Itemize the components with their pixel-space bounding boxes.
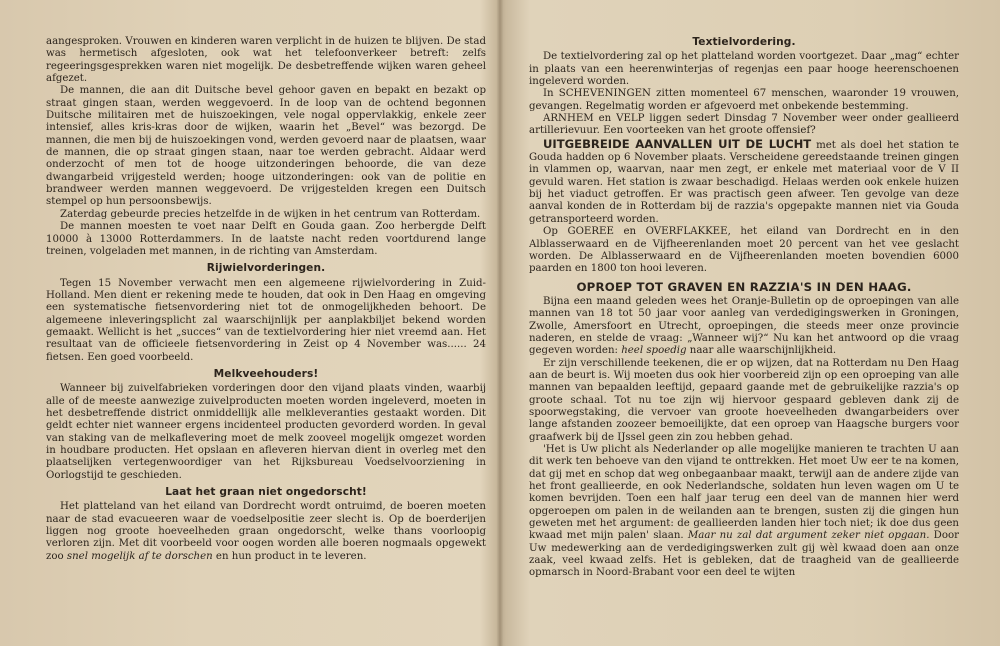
paragraph-teekenen: Er zijn verschillende teekenen, die er op wijzen, dat na Rotterdam nu Den Haag aan de beurt is. Wij moeten dus ook hier voorbereid zijn op een oproeping van alle mannen van bepaalden leeftijd, gepaard gaande met de gebruikelijke razzia's op groote schaal. Tot nu toe zijn wij hiervoor gespaard gebleven dank zij de spoorwegstaking, die vervoer van groote hoeveelheden dwangarbeiders over lange afstanden zoozeer bemoeilijkte, dat een oproep van Haagsche burgers voor graafwerk bij de IJssel geen zin zou hebben gehad.	[529, 357, 959, 443]
heading-oproep: OPROEP TOT GRAVEN EN RAZZIA'S IN DEN HAAG.	[576, 279, 912, 294]
right-page	[529, 36, 959, 634]
page-fold	[497, 0, 503, 646]
plicht-emphasis: Maar nu zal dat argument zeker niet opgaan.	[687, 530, 930, 542]
paragraph-plicht	[529, 444, 959, 580]
heading-melkveehouders: Melkveehouders!	[213, 367, 319, 380]
aanvallen-heading: UITGEBREIDE AANVALLEN UIT DE LUCHT	[543, 136, 812, 151]
heading-graan: Laat het graan niet ongedorscht!	[165, 486, 367, 499]
paragraph-huizen: aangesproken. Vrouwen en kinderen waren verplicht in de huizen te blijven. De stad was hermetisch afgesloten, ook wat het telefoonverkeer betreft: zelfs regeeringsgesprekken waren niet mogelijk. De desbetreffende wijken waren geheel afgezet.	[46, 36, 486, 85]
paragraph-arnhem-velp	[529, 113, 959, 138]
oproep-text: Bijna een maand geleden wees het Oranje-Bulletin op de oproepingen van alle mannen van 18 tot 50 jaar voor aanleg van verdedigingswerken in Groningen, Zwolle, Amersfoort en Utrecht, oproepingen, die steeds meer onze provincie naderen, en stelde de vraag: „Wanneer wij?“ Nu kan het antwoord op die vraag gegeven worden:	[529, 295, 959, 357]
paragraph-zaterdag: Zaterdag gebeurde precies hetzelfde in de wijken in het centrum van Rotterdam.	[60, 208, 481, 220]
plicht-text: 'Het is Uw plicht als Nederlander op alle mogelijke manieren te trachten U aan dit werk ten behoeve van den vijand te onttrekken. Het moet Uw eer te na komen, dat gij met en schop dat weg onbegaanbaar maakt, terwijl aan de andere zijde van het front geallieerde, en ook Nederlandsche, soldaten hun leven wagen om U te komen bevrijden. Toen een half jaar terug een deel van de mannen hier werd opgeroepen om palen in de weilanden aan te brengen, susten zij die gingen hun geweten met het argument: de geallieerden landen hier toch niet; ik doe dus geen kwaad met mijn palen' slaan.	[529, 444, 959, 542]
graan-emphasis: snel mogelijk af te dorschen	[66, 550, 213, 562]
scheveningen-text: zitten momenteel 67 menschen, waaronder 19 vrouwen, gevangen. Regelmatig worden er afgevoerd met onbekende bestemming.	[529, 88, 959, 112]
aanvallen-text: met als doel het station te Gouda hadden op 6 November plaats. Verscheidene gereedstaande treinen gingen in vlammen op, waarvan, naar men zegt, er enkele met materiaal voor de V II gevuld waren. Het station is zwaar beschadigd. Helaas werden ook enkele huizen bij het viaduct getroffen. Er was practisch geen afweer. Ten gevolge van deze aanval konden de in Rotterdam bij de razzia's opgepakte mannen niet via Gouda getransporteerd worden.	[529, 139, 959, 225]
paragraph-graan	[46, 501, 486, 563]
goeree-text: , het eiland van Dordrecht en in den Alblasserwaard en de Vijfheerenlanden moet 20 percent van het vee geslacht worden. De Alblasserwaard en de Vijfheerenlanden moeten bovendien 6000 paarden en 1800 ton hooi leveren.	[529, 226, 959, 275]
graan-text-end: en hun product in te leveren.	[212, 550, 367, 562]
paragraph-delft-gouda: De mannen moesten te voet naar Delft en Gouda gaan. Zoo herbergde Delft 10000 à 13000 Rotterdammers. In de laatste nacht reden voortdurend lange treinen, volgeladen met mannen, in de richting van Amsterdam.	[46, 221, 486, 257]
goeree-lead: Op	[543, 226, 568, 238]
goeree-name: GOEREE en OVERFLAKKEE	[567, 226, 728, 238]
heading-rijwielvorderingen: Rijwielvorderingen.	[206, 262, 326, 275]
oproep-emphasis: heel spoedig	[621, 345, 687, 357]
arnhem-velp-text: liggen sedert Dinsdag 7 November weer onder geallieerd artillerievuur. Een voorteeken van het groote offensief?	[529, 113, 959, 137]
oproep-text-end: naar alle waarschijnlijkheid.	[686, 345, 837, 357]
left-page	[46, 36, 486, 634]
paragraph-melk: Wanneer bij zuivelfabrieken vorderingen door den vijand plaats vinden, waarbij alle of de meeste aanwezige zuivelproducten moeten worden ingeleverd, moeten in het desbetreffende district onmiddellijk alle melkleveranties gestaakt worden. Dit geldt echter niet wanneer ergens incidenteel producten gevorderd worden. In geval van staking van de melkaflevering moet de melk zooveel mogelijk omgezet worden in houdbare producten. Het opslaan en afleveren hiervan dient in overleg met den plaatselijken vertegenwoordiger van het Rijksbureau Voedselvoorziening in Oorlogstijd te geschieden.	[46, 383, 486, 481]
plicht-text-end: Door Uw medewerking aan de verdedigingswerken zult gij wèl kwaad doen aan onze zaak, veel kwaad zelfs. Het is gebleken, dat de traagheid van de geallieerde opmarsch in Noord-Brabant voor een deel te wijten	[529, 530, 959, 579]
scheveningen-name: SCHEVENINGEN	[558, 88, 651, 100]
paragraph-textiel: De textielvordering zal op het platteland worden voortgezet. Daar „mag“ echter in plaats van een heerenwinterjas of regenjas een paar hooge heerenschoenen ingeleverd worden.	[529, 51, 959, 88]
paragraph-aanvallen	[529, 138, 959, 226]
paragraph-goeree	[529, 226, 959, 275]
heading-textielvordering: Textielvordering.	[692, 36, 796, 48]
arnhem-velp-name: ARNHEM en VELP	[543, 113, 645, 125]
graan-text: Het platteland van het eiland van Dordrecht wordt ontruimd, de boeren moeten naar de stad evacueeren waar de voedselpositie zeer slecht is. Op de boerderijen liggen nog groote hoeveelheden graan ongedorscht, welke thans voorloopig verloren zijn. Met dit voorbeeld voor oogen worden alle boeren nogmaals opgewekt zoo	[46, 501, 486, 562]
paragraph-oproep	[529, 296, 959, 358]
scheveningen-lead: In	[543, 88, 559, 100]
paragraph-scheveningen	[529, 88, 959, 113]
paragraph-rijwiel: Tegen 15 November verwacht men een algemeene rijwielvordering in Zuid-Holland. Men dient er rekening mede te houden, dat ook in Den Haag en omgeving een systematische fietsenvordering niet tot de onmogelijkheden behoort. De algemeene inleveringsplicht zal waarschijnlijk per aanplakbiljet bekend worden gemaakt. Wellicht is het „succes“ van de textielvordering hier niet vreemd aan. Het resultaat van de officieele fietsenvordering in Zeist op 4 November was...... 24 fietsen. Een goed voorbeeld.	[46, 277, 486, 363]
paragraph-mannen-weggevoerd: De mannen, die aan dit Duitsche bevel gehoor gaven en bepakt en bezakt op straat gingen staan, werden weggevoerd. In de loop van de ochtend begonnen Duitsche militairen met de huiszoekingen, vele nogal oppervlakkig, enkele zeer intensief, alles kris-kras door de wijken, waarin het „Bevel“ was bezorgd. De mannen, die men bij de huiszoekingen vond, werden gevoerd naar de plaatsen, waar de mannen, die op straat gingen staan, naar toe werden gebracht. Aldaar werd onderzocht of men tot de hooge uitzonderingen behoorde, die van deze dwangarbeid vrijgesteld werden; hooge uitzonderingen: ook van de politie en brandweer werden mannen weggevoerd. De vrijgestelden kregen een Duitsch stempel op hun persoonsbewijs.	[46, 85, 486, 208]
